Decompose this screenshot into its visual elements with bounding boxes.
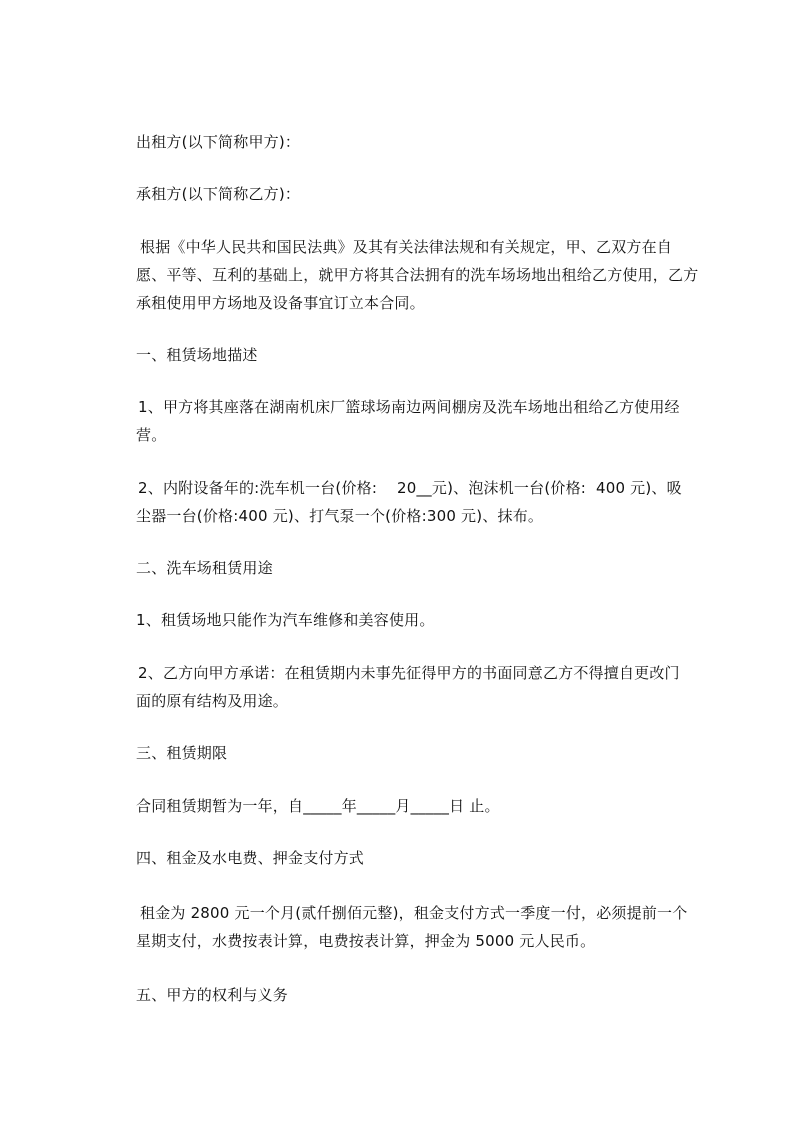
section-4-line-2: 星期支付，水费按表计算，电费按表计算，押金为 5000 元人民币。	[136, 932, 596, 950]
section-2-item-1: 1、租赁场地只能作为汽车维修和美容使用。	[136, 611, 435, 629]
section-1-item-2-line-1: 2、内附设备年的:洗车机一台(价格: 20__元)、泡沫机一台(价格: 400 元)、吸	[138, 479, 682, 497]
preamble-line-2: 愿、平等、互利的基础上，就甲方将其合法拥有的洗车场场地出租给乙方使用，乙方	[136, 266, 699, 284]
section-2-heading: 二、洗车场租赁用途	[136, 559, 273, 577]
section-1-item-1-line-2: 营。	[136, 426, 167, 444]
section-1-item-2-line-2: 尘器一台(价格:400 元)、打气泵一个(价格:300 元)、抹布。	[136, 507, 544, 525]
section-1-item-1-line-1: 1、甲方将其座落在湖南机床厂篮球场南边两间棚房及洗车场地出租给乙方使用经	[138, 398, 680, 416]
section-5-heading: 五、甲方的权利与义务	[136, 986, 289, 1004]
section-4-line-1: 租金为 2800 元一个月(贰仟捌佰元整)，租金支付方式一季度一付，必须提前一个	[140, 904, 688, 922]
lessee-line: 承租方(以下简称乙方)：	[136, 185, 301, 203]
lessor-line: 出租方(以下简称甲方)：	[136, 133, 301, 151]
section-3-heading: 三、租赁期限	[136, 744, 228, 762]
preamble-line-3: 承租使用甲方场地及设备事宜订立本合同。	[136, 294, 425, 312]
section-1-heading: 一、租赁场地描述	[136, 346, 258, 364]
section-2-item-2-line-2: 面的原有结构及用途。	[136, 692, 289, 710]
section-3-term: 合同租赁期暂为一年，自_____年_____月_____日 止。	[136, 797, 500, 815]
preamble-line-1: 根据《中华人民共和国民法典》及其有关法律法规和有关规定，甲、乙双方在自	[140, 238, 673, 256]
section-2-item-2-line-1: 2、乙方向甲方承诺：在租赁期内未事先征得甲方的书面同意乙方不得擅自更改门	[138, 664, 680, 682]
section-4-heading: 四、租金及水电费、押金支付方式	[136, 849, 365, 867]
